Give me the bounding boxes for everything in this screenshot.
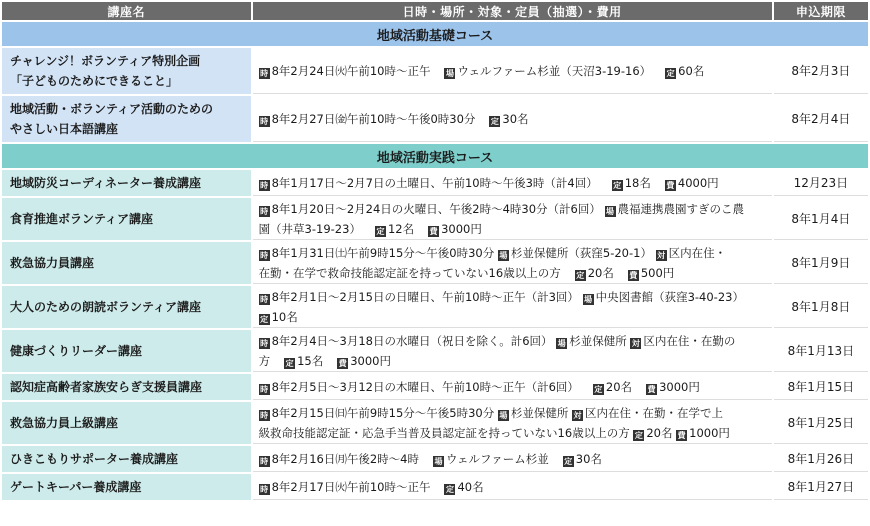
course-capacity: 40名: [457, 479, 484, 494]
course-deadline: 8年1月27日: [774, 474, 868, 500]
table-row: [2, 402, 868, 444]
place-icon: [444, 68, 455, 79]
table-row: [2, 446, 868, 472]
course-capacity: 60名: [678, 63, 705, 78]
fee-icon: [628, 270, 639, 281]
course-deadline: 12月23日: [774, 170, 868, 196]
target-icon: [572, 410, 583, 421]
time-icon: [259, 456, 270, 467]
table-row: [2, 198, 868, 240]
table-row: [2, 242, 868, 284]
section-title: 地域活動基礎コース: [2, 22, 868, 46]
course-place: 農福連携農園すぎのこ農: [617, 201, 745, 216]
course-deadline: 8年1月9日: [774, 242, 868, 284]
course-name: ひきこもりサポーター養成講座: [2, 446, 251, 472]
course-time: 8年2月4日～3月18日の水曜日（祝日を除く。計6回）: [271, 333, 553, 348]
course-details: [253, 330, 772, 372]
course-place: 杉並保健所: [569, 333, 627, 348]
course-target: 区内在住・在勤・在学で上: [585, 405, 724, 420]
course-name: 認知症高齢者家族安らぎ支援員講座: [2, 374, 251, 400]
course-details: [253, 446, 772, 472]
course-capacity: 20名: [646, 425, 673, 440]
course-details: [253, 170, 772, 196]
header-details: 日時・場所・対象・定員（抽選）・費用: [253, 2, 772, 20]
fee-icon: [665, 180, 676, 191]
course-capacity: 20名: [587, 265, 614, 280]
place-icon: [498, 410, 509, 421]
table-header: [2, 2, 868, 20]
course-fee: 1000円: [689, 425, 730, 440]
course-name-line: 「子どものためにできること」: [10, 74, 179, 88]
course-place: 杉並保健所（荻窪5-20-1）: [510, 245, 652, 260]
course-capacity: 30名: [502, 111, 529, 126]
course-details: [253, 48, 772, 94]
course-name: ゲートキーパー養成講座: [2, 474, 251, 500]
course-target: 方: [258, 353, 271, 368]
fee-icon: [646, 384, 657, 395]
course-name: 地域防災コーディネーター養成講座: [2, 170, 251, 196]
course-target: 区内在住・: [668, 245, 727, 260]
course-details: [253, 402, 772, 444]
course-capacity: 15名: [297, 353, 324, 368]
course-details: [253, 374, 772, 400]
fee-icon: [676, 430, 687, 441]
course-time: 8年2月24日㈫午前10時～正午: [271, 63, 431, 78]
section-title: 地域活動実践コース: [2, 144, 868, 168]
course-details: [253, 286, 772, 328]
course-name: 健康づくりリーダー講座: [2, 330, 251, 372]
course-target: 級救命技能認定証・応急手当普及員認定証を持っていない16歳以上の方: [258, 425, 630, 440]
target-icon: [630, 338, 641, 349]
table-row: [2, 474, 868, 500]
place-icon: [498, 250, 509, 261]
table-row: [2, 48, 868, 94]
course-target: 在勤・在学で救命技能認定証を持っていない16歳以上の方: [258, 265, 561, 280]
table-row: [2, 330, 868, 372]
course-capacity: 10名: [271, 309, 298, 324]
course-name: 救急協力員講座: [2, 242, 251, 284]
header-course-name: 講座名: [2, 2, 251, 20]
capacity-icon: [489, 116, 500, 127]
course-fee: 3000円: [441, 221, 482, 236]
capacity-icon: [563, 456, 574, 467]
section-basic: [2, 22, 868, 46]
course-name: 食育推進ボランティア講座: [2, 198, 251, 240]
course-deadline: 8年1月4日: [774, 198, 868, 240]
course-name: [2, 96, 251, 142]
place-icon: [583, 294, 594, 305]
course-fee: 500円: [640, 265, 675, 280]
time-icon: [259, 250, 270, 261]
capacity-icon: [259, 314, 270, 325]
table-row: [2, 374, 868, 400]
course-name: 大人のための朗読ボランティア講座: [2, 286, 251, 328]
course-time: 8年2月27日㈮午前10時～午後0時30分: [271, 111, 476, 126]
course-time: 8年2月17日㈫午前10時～正午: [271, 479, 431, 494]
course-details: [253, 242, 772, 284]
course-time: 8年2月16日㈪午後2時～4時: [271, 451, 419, 466]
time-icon: [259, 410, 270, 421]
capacity-icon: [633, 430, 644, 441]
target-icon: [656, 250, 667, 261]
course-time: 8年1月31日㈯午前9時15分～午後0時30分: [271, 245, 495, 260]
table-row: [2, 96, 868, 142]
course-details: [253, 96, 772, 142]
course-deadline: 8年1月8日: [774, 286, 868, 328]
course-details: [253, 198, 772, 240]
course-deadline: 8年2月3日: [774, 48, 868, 94]
time-icon: [259, 116, 270, 127]
time-icon: [259, 68, 270, 79]
course-deadline: 8年1月13日: [774, 330, 868, 372]
course-capacity: 12名: [387, 221, 415, 236]
course-capacity: 18名: [624, 175, 651, 190]
section-practice: [2, 144, 868, 168]
place-icon: [556, 338, 567, 349]
course-capacity: 20名: [605, 379, 633, 394]
time-icon: [259, 484, 270, 495]
course-deadline: 8年1月26日: [774, 446, 868, 472]
place-icon: [605, 206, 616, 217]
course-name: [2, 48, 251, 94]
course-time: 8年2月1日～2月15日の日曜日、午前10時～正午（計3回）: [271, 289, 579, 304]
course-fee: 3000円: [659, 379, 700, 394]
course-time: 8年1月20日～2月24日の火曜日、午後2時～4時30分（計6回）: [271, 201, 601, 216]
course-place: 園（井草3-19-23）: [258, 221, 361, 236]
time-icon: [259, 206, 270, 217]
course-name-line: やさしい日本語講座: [10, 122, 119, 136]
table-row: [2, 170, 868, 196]
fee-icon: [337, 358, 348, 369]
capacity-icon: [612, 180, 623, 191]
time-icon: [259, 294, 270, 305]
course-fee: 4000円: [677, 175, 719, 190]
course-deadline: 8年1月15日: [774, 374, 868, 400]
header-deadline: 申込期限: [774, 2, 868, 20]
course-capacity: 30名: [575, 451, 602, 466]
capacity-icon: [665, 68, 676, 79]
time-icon: [259, 384, 270, 395]
place-icon: [433, 456, 444, 467]
course-time: 8年1月17日～2月7日の土曜日、午前10時～午後3時（計4回）: [271, 175, 598, 190]
course-place: ウェルファーム杉並: [445, 451, 549, 466]
course-deadline: 8年2月4日: [774, 96, 868, 142]
course-details: [253, 474, 772, 500]
capacity-icon: [575, 270, 586, 281]
course-place: ウェルファーム杉並（天沼3-19-16）: [457, 63, 652, 78]
fee-icon: [428, 226, 439, 237]
course-time: 8年2月15日㈰午前9時15分～午後5時30分: [271, 405, 495, 420]
capacity-icon: [593, 384, 604, 395]
course-time: 8年2月5日～3月12日の木曜日、午前10時～正午（計6回）: [271, 379, 579, 394]
course-target: 区内在住・在勤の: [643, 333, 736, 348]
capacity-icon: [375, 226, 386, 237]
time-icon: [259, 338, 270, 349]
course-deadline: 8年1月25日: [774, 402, 868, 444]
course-name-line: チャレンジ！ボランティア特別企画: [10, 54, 201, 68]
course-place: 中央図書館（荻窪3-40-23）: [595, 289, 744, 304]
course-name: 救急協力員上級講座: [2, 402, 251, 444]
course-place: 杉並保健所: [510, 405, 569, 420]
course-name-line: 地域活動・ボランティア活動のための: [10, 102, 214, 116]
course-fee: 3000円: [350, 353, 391, 368]
capacity-icon: [284, 358, 295, 369]
time-icon: [259, 180, 270, 191]
table-row: [2, 286, 868, 328]
capacity-icon: [444, 484, 455, 495]
